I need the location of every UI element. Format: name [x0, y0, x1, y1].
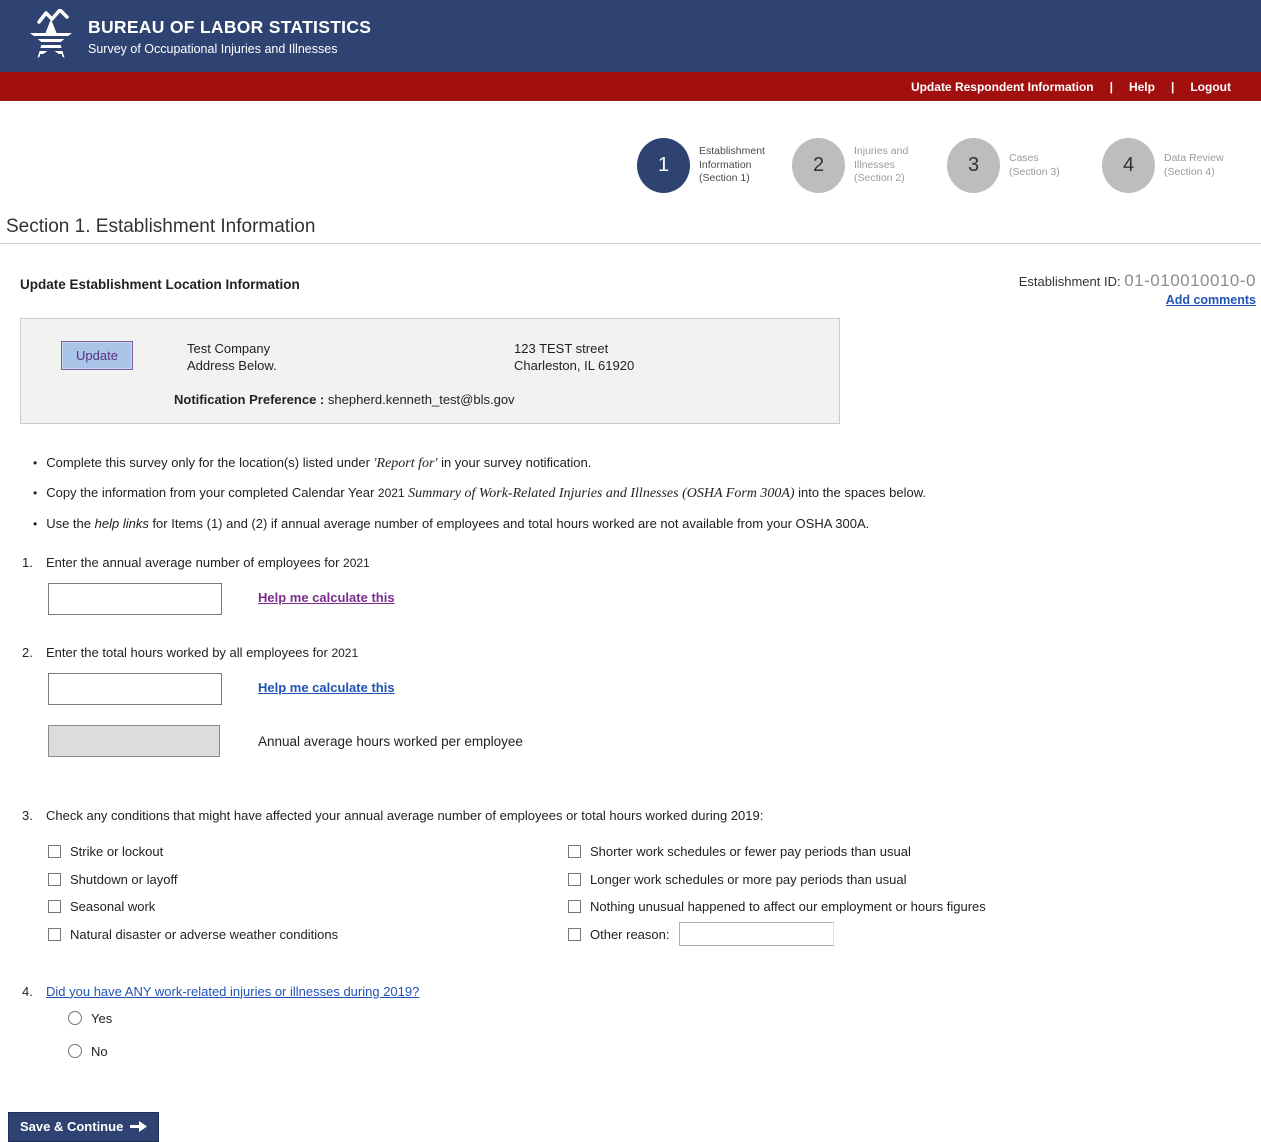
checkbox-row-natural-disaster[interactable] — [48, 920, 568, 948]
checkbox-row-other-reason[interactable] — [568, 920, 986, 948]
checkbox-row-seasonal-work[interactable] — [48, 893, 568, 921]
checkbox-row-nothing-unusual[interactable] — [568, 893, 986, 921]
step-1-circle: 1 — [637, 138, 690, 193]
panel-title: Update Establishment Location Information — [20, 277, 300, 292]
q4-injuries-question-link[interactable]: Did you have ANY work-related injuries or illnesses during 2019? — [46, 983, 420, 999]
wizard-steps — [637, 138, 1261, 193]
save-and-continue-button[interactable]: Save & Continue — [8, 1112, 159, 1142]
notification-preference-email: shepherd.kenneth_test@bls.gov — [327, 391, 515, 407]
q2-text: Enter the total hours worked by all employees for 2021 — [46, 644, 359, 660]
company-name-line2: Address Below. — [187, 357, 277, 373]
checkbox-label: Shorter work schedules or fewer pay periods than usual — [590, 844, 911, 860]
q2-number: 2. — [22, 644, 33, 660]
notification-preference — [174, 392, 839, 407]
checkbox-nothing-unusual[interactable] — [568, 900, 581, 913]
checkbox-shutdown-or-layoff[interactable] — [48, 873, 61, 886]
checkbox-row-shorter-work-schedules[interactable] — [568, 838, 986, 866]
checkbox-label: Seasonal work — [70, 899, 156, 915]
q4-number: 4. — [22, 983, 33, 999]
radio-no[interactable] — [68, 1044, 82, 1058]
checkbox-row-shutdown-or-layoff[interactable] — [48, 865, 568, 893]
instruction-item: • Copy the information from your completed Calendar Year 2021 Summary of Work-Related Injuries and Illnesses (OSHA Form 300A) into the spaces below. — [33, 485, 1256, 502]
app-title: BUREAU OF LABOR STATISTICS — [88, 16, 372, 37]
instruction-item: • Complete this survey only for the location(s) listed under 'Report for' in your survey notification. — [33, 455, 1256, 472]
checkbox-label: Other reason: — [590, 926, 670, 942]
page-title: Section 1. Establishment Information — [6, 216, 316, 237]
radio-label: Yes — [91, 1010, 113, 1026]
step-1-label: Establishment Information (Section 1) — [699, 145, 765, 185]
checkbox-row-longer-work-schedules[interactable] — [568, 865, 986, 893]
radio-row-yes[interactable] — [68, 1005, 1256, 1032]
checkbox-row-strike-or-lockout[interactable] — [48, 838, 568, 866]
step-3-label: Cases (Section 3) — [1009, 151, 1060, 178]
address-city-state-zip: Charleston, IL 61920 — [514, 357, 635, 373]
checkbox-label: Shutdown or layoff — [70, 871, 178, 887]
step-1-establishment-information[interactable] — [637, 138, 792, 193]
instruction-item: • Use the help links for Items (1) and (2) if annual average number of employees and total hours worked are not available from your OSHA 300A. — [33, 516, 1256, 531]
arrow-right-icon — [130, 1121, 147, 1132]
app-header — [0, 0, 1261, 72]
checkbox-label: Natural disaster or adverse weather conditions — [70, 926, 339, 942]
step-4-circle: 4 — [1102, 138, 1155, 193]
step-2-label: Injuries and Illnesses (Section 2) — [854, 145, 909, 185]
radio-yes[interactable] — [68, 1011, 82, 1025]
q1-help-me-calculate-link[interactable]: Help me calculate this — [258, 589, 395, 605]
app-subtitle: Survey of Occupational Injuries and Illnesses — [88, 41, 338, 56]
nav-help[interactable]: Help — [1128, 79, 1155, 94]
checkbox-label: Nothing unusual happened to affect our employment or hours figures — [590, 899, 986, 915]
instructions-list — [33, 455, 1256, 531]
checkbox-longer-work-schedules[interactable] — [568, 873, 581, 886]
add-comments-link[interactable]: Add comments — [1165, 293, 1256, 307]
q1-number: 1. — [22, 554, 33, 570]
checkbox-shorter-work-schedules[interactable] — [568, 845, 581, 858]
bls-star-logo-icon — [27, 9, 75, 63]
checkbox-strike-or-lockout[interactable] — [48, 845, 61, 858]
checkbox-label: Longer work schedules or more pay periods than usual — [590, 871, 907, 887]
section-divider — [0, 216, 1261, 244]
other-reason-input[interactable] — [679, 922, 834, 946]
establishment-id-value: 01-010010010-0 — [1124, 271, 1256, 290]
step-2-injuries-and-illnesses[interactable] — [792, 138, 947, 193]
q3-number: 3. — [22, 807, 33, 823]
annual-average-hours-label: Annual average hours worked per employee — [258, 733, 523, 749]
establishment-info-box — [20, 318, 840, 424]
company-address-block — [514, 341, 634, 375]
nav-separator: | — [1170, 79, 1175, 94]
company-name-block — [187, 341, 514, 375]
q1-text: Enter the annual average number of employees for 2021 — [46, 554, 370, 570]
step-3-circle: 3 — [947, 138, 1000, 193]
nav-separator: | — [1109, 79, 1113, 94]
step-3-cases[interactable] — [947, 138, 1102, 193]
notification-preference-label: Notification Preference : — [174, 391, 325, 407]
checkbox-other-reason[interactable] — [568, 928, 581, 941]
address-street: 123 TEST street — [514, 341, 609, 356]
checkbox-seasonal-work[interactable] — [48, 900, 61, 913]
checkbox-natural-disaster[interactable] — [48, 928, 61, 941]
annual-average-hours-output — [48, 725, 220, 757]
annual-average-employees-input[interactable] — [48, 583, 222, 615]
radio-row-no[interactable] — [68, 1038, 1256, 1065]
step-2-circle: 2 — [792, 138, 845, 193]
nav-logout[interactable]: Logout — [1190, 79, 1231, 94]
nav-update-respondent-information[interactable]: Update Respondent Information — [910, 79, 1094, 94]
update-address-button[interactable]: Update — [61, 341, 133, 370]
checkbox-label: Strike or lockout — [70, 844, 164, 860]
total-hours-worked-input[interactable] — [48, 673, 222, 705]
q2-help-me-calculate-link[interactable]: Help me calculate this — [258, 679, 395, 695]
q3-text: Check any conditions that might have affected your annual average number of employees or total hours worked during 2019: — [46, 807, 764, 823]
step-4-data-review[interactable] — [1102, 138, 1257, 193]
company-name: Test Company — [187, 341, 271, 356]
radio-label: No — [91, 1043, 108, 1059]
top-nav-bar — [0, 72, 1261, 101]
step-4-label: Data Review (Section 4) — [1164, 151, 1224, 178]
establishment-id-label: Establishment ID: — [1018, 274, 1121, 289]
